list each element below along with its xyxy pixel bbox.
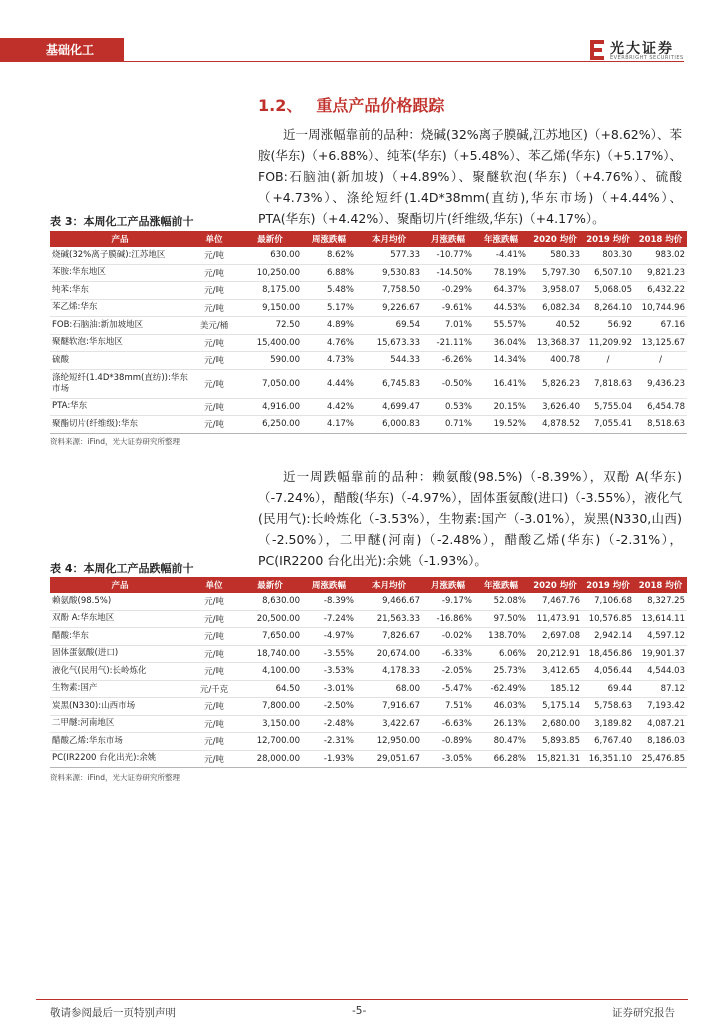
column-header: 2020 均价: [528, 577, 582, 593]
value-cell: 26.13%: [474, 715, 528, 733]
unit-cell: 元/吨: [190, 334, 238, 352]
table-row: [50, 317, 687, 335]
value-cell: 5,797.30: [528, 264, 582, 282]
product-cell: 醋酸乙烯:华东市场: [50, 733, 190, 751]
value-cell: 4,544.03: [634, 663, 687, 681]
product-cell: 固体蛋氨酸(进口): [50, 645, 190, 663]
value-cell: 6,454.78: [634, 398, 687, 416]
value-cell: 7,916.67: [356, 698, 422, 716]
table-row: [50, 628, 687, 646]
value-cell: 52.08%: [474, 593, 528, 610]
value-cell: 803.30: [582, 247, 634, 264]
logo-name: 光大证券: [610, 41, 674, 57]
value-cell: -2.48%: [302, 715, 356, 733]
value-cell: 5,826.23: [528, 369, 582, 398]
value-cell: 15,400.00: [238, 334, 302, 352]
logo-subtitle: EVERBRIGHT SECURITIES: [610, 55, 684, 61]
value-cell: 8,327.25: [634, 593, 687, 610]
value-cell: 6,082.34: [528, 299, 582, 317]
value-cell: -3.01%: [302, 680, 356, 698]
value-cell: 6,745.83: [356, 369, 422, 398]
value-cell: 5.48%: [302, 282, 356, 300]
column-header: 单位: [190, 231, 238, 247]
value-cell: 6.88%: [302, 264, 356, 282]
value-cell: 10,576.85: [582, 610, 634, 628]
value-cell: -8.39%: [302, 593, 356, 610]
column-header: 本月均价: [356, 577, 422, 593]
value-cell: 4,699.47: [356, 398, 422, 416]
value-cell: 18,456.86: [582, 645, 634, 663]
value-cell: 68.00: [356, 680, 422, 698]
column-header: 周涨跌幅: [302, 577, 356, 593]
footer-report-type: 证券研究报告: [612, 1007, 675, 1019]
section-heading: [258, 93, 444, 116]
value-cell: 4.73%: [302, 352, 356, 370]
decliners-summary: 近一周跌幅靠前的品种：赖氨酸(98.5%)（-8.39%），双酚 A(华东)（-7.24%），醋酸(华东)（-4.97%），固体蛋氨酸(进口)（-3.55%），液化气(民用气):长岭炼化（-3.53%），生物素:国产（-3.01%），炭黑(N330,山西)（-2.50%），二甲醚(河南)（-2.48%），醋酸乙烯(华东)（-2.31%），PC(IR2200 台化出光):余姚（-1.93%）。: [258, 469, 682, 568]
value-cell: 14.34%: [474, 352, 528, 370]
value-cell: 590.00: [238, 352, 302, 370]
value-cell: -2.31%: [302, 733, 356, 751]
value-cell: 10,744.96: [634, 299, 687, 317]
value-cell: 8,175.00: [238, 282, 302, 300]
table-row: [50, 416, 687, 434]
product-cell: 醋酸:华东: [50, 628, 190, 646]
value-cell: 28,000.00: [238, 750, 302, 768]
product-cell: 赖氨酸(98.5%): [50, 593, 190, 610]
product-cell: 二甲醚:河南地区: [50, 715, 190, 733]
value-cell: 3,150.00: [238, 715, 302, 733]
value-cell: -2.05%: [422, 663, 474, 681]
column-header: 年涨跌幅: [474, 231, 528, 247]
column-header: 2018 均价: [634, 231, 687, 247]
value-cell: 6,000.83: [356, 416, 422, 434]
value-cell: 19.52%: [474, 416, 528, 434]
product-cell: 双酚 A:华东地区: [50, 610, 190, 628]
value-cell: 4,916.00: [238, 398, 302, 416]
table-row: [50, 282, 687, 300]
product-cell: FOB:石脑油:新加坡地区: [50, 317, 190, 335]
unit-cell: 元/吨: [190, 698, 238, 716]
value-cell: 4.17%: [302, 416, 356, 434]
value-cell: 544.33: [356, 352, 422, 370]
value-cell: 5,893.85: [528, 733, 582, 751]
table-row: [50, 733, 687, 751]
value-cell: 44.53%: [474, 299, 528, 317]
value-cell: 56.92: [582, 317, 634, 335]
table-row: [50, 663, 687, 681]
value-cell: 3,626.40: [528, 398, 582, 416]
value-cell: 7,055.41: [582, 416, 634, 434]
column-header: 2019 均价: [582, 231, 634, 247]
value-cell: 4.76%: [302, 334, 356, 352]
value-cell: -6.33%: [422, 645, 474, 663]
column-header: 产品: [50, 577, 190, 593]
value-cell: 15,673.33: [356, 334, 422, 352]
table-row: [50, 750, 687, 768]
value-cell: 3,412.65: [528, 663, 582, 681]
value-cell: 5,068.05: [582, 282, 634, 300]
value-cell: 8,186.03: [634, 733, 687, 751]
value-cell: 8,518.63: [634, 416, 687, 434]
value-cell: 8.62%: [302, 247, 356, 264]
product-cell: 生物素:国产: [50, 680, 190, 698]
table4-caption: 表 4：本周化工产品跌幅前十: [50, 562, 194, 575]
value-cell: -0.29%: [422, 282, 474, 300]
value-cell: 9,150.00: [238, 299, 302, 317]
value-cell: 3,958.07: [528, 282, 582, 300]
value-cell: 7,467.76: [528, 593, 582, 610]
value-cell: 13,368.37: [528, 334, 582, 352]
footer-divider: [36, 999, 688, 1000]
unit-cell: 元/吨: [190, 628, 238, 646]
value-cell: 16.41%: [474, 369, 528, 398]
value-cell: 0.71%: [422, 416, 474, 434]
value-cell: 21,563.33: [356, 610, 422, 628]
value-cell: 9,226.67: [356, 299, 422, 317]
unit-cell: 元/吨: [190, 299, 238, 317]
table-row: [50, 352, 687, 370]
value-cell: 3,422.67: [356, 715, 422, 733]
value-cell: 4.42%: [302, 398, 356, 416]
unit-cell: 美元/桶: [190, 317, 238, 335]
value-cell: 7,800.00: [238, 698, 302, 716]
unit-cell: 元/吨: [190, 715, 238, 733]
value-cell: 97.50%: [474, 610, 528, 628]
value-cell: 5,758.63: [582, 698, 634, 716]
table3-source: 资料来源：iFind，光大证券研究所整理: [50, 437, 180, 446]
value-cell: 7,826.67: [356, 628, 422, 646]
unit-cell: 元/吨: [190, 733, 238, 751]
value-cell: -6.26%: [422, 352, 474, 370]
value-cell: 9,466.67: [356, 593, 422, 610]
unit-cell: 元/千克: [190, 680, 238, 698]
value-cell: 78.19%: [474, 264, 528, 282]
heading-title: 重点产品价格跟踪: [316, 96, 445, 115]
table-row: [50, 369, 687, 398]
value-cell: /: [634, 352, 687, 370]
value-cell: 72.50: [238, 317, 302, 335]
value-cell: 8,264.10: [582, 299, 634, 317]
unit-cell: 元/吨: [190, 398, 238, 416]
unit-cell: 元/吨: [190, 663, 238, 681]
value-cell: 13,614.11: [634, 610, 687, 628]
value-cell: 6,250.00: [238, 416, 302, 434]
table-header-row: [50, 577, 687, 593]
unit-cell: 元/吨: [190, 282, 238, 300]
value-cell: 4,597.12: [634, 628, 687, 646]
value-cell: 4,056.44: [582, 663, 634, 681]
product-cell: 炭黑(N330):山西市场: [50, 698, 190, 716]
product-cell: 涤纶短纤(1.4D*38mm(直纺)):华东市场: [50, 369, 190, 398]
value-cell: 9,821.23: [634, 264, 687, 282]
column-header: 本月均价: [356, 231, 422, 247]
value-cell: 6.06%: [474, 645, 528, 663]
value-cell: -3.53%: [302, 663, 356, 681]
value-cell: 29,051.67: [356, 750, 422, 768]
value-cell: 3,189.82: [582, 715, 634, 733]
value-cell: 9,530.83: [356, 264, 422, 282]
value-cell: -2.50%: [302, 698, 356, 716]
value-cell: 25.73%: [474, 663, 528, 681]
value-cell: 69.44: [582, 680, 634, 698]
unit-cell: 元/吨: [190, 645, 238, 663]
table-row: [50, 264, 687, 282]
value-cell: 25,476.85: [634, 750, 687, 768]
value-cell: 4,100.00: [238, 663, 302, 681]
value-cell: 11,473.91: [528, 610, 582, 628]
table-header-row: [50, 231, 687, 247]
value-cell: 4.44%: [302, 369, 356, 398]
value-cell: -0.89%: [422, 733, 474, 751]
value-cell: 80.47%: [474, 733, 528, 751]
unit-cell: 元/吨: [190, 369, 238, 398]
value-cell: 5,175.14: [528, 698, 582, 716]
value-cell: 580.33: [528, 247, 582, 264]
value-cell: 64.50: [238, 680, 302, 698]
column-header: 单位: [190, 577, 238, 593]
value-cell: 5.17%: [302, 299, 356, 317]
value-cell: 20,674.00: [356, 645, 422, 663]
value-cell: /: [582, 352, 634, 370]
table4-source: 资料来源：iFind，光大证券研究所整理: [50, 773, 180, 782]
value-cell: 7,050.00: [238, 369, 302, 398]
value-cell: 69.54: [356, 317, 422, 335]
column-header: 月涨跌幅: [422, 231, 474, 247]
value-cell: 2,680.00: [528, 715, 582, 733]
value-cell: -0.02%: [422, 628, 474, 646]
value-cell: -3.05%: [422, 750, 474, 768]
value-cell: -10.77%: [422, 247, 474, 264]
unit-cell: 元/吨: [190, 750, 238, 768]
value-cell: 6,507.10: [582, 264, 634, 282]
table-row: [50, 334, 687, 352]
column-header: 周涨跌幅: [302, 231, 356, 247]
value-cell: 11,209.92: [582, 334, 634, 352]
decliners-table: [50, 577, 687, 768]
value-cell: -14.50%: [422, 264, 474, 282]
value-cell: 87.12: [634, 680, 687, 698]
value-cell: 7.51%: [422, 698, 474, 716]
value-cell: -62.49%: [474, 680, 528, 698]
value-cell: 577.33: [356, 247, 422, 264]
value-cell: -7.24%: [302, 610, 356, 628]
value-cell: 0.53%: [422, 398, 474, 416]
value-cell: 8,630.00: [238, 593, 302, 610]
table-row: [50, 698, 687, 716]
product-cell: PTA:华东: [50, 398, 190, 416]
value-cell: 55.57%: [474, 317, 528, 335]
value-cell: 6,767.40: [582, 733, 634, 751]
product-cell: PC(IR2200 台化出光):余姚: [50, 750, 190, 768]
unit-cell: 元/吨: [190, 593, 238, 610]
table-row: [50, 593, 687, 610]
table-row: [50, 610, 687, 628]
value-cell: -6.63%: [422, 715, 474, 733]
product-cell: 聚醚软泡:华东地区: [50, 334, 190, 352]
table-row: [50, 299, 687, 317]
value-cell: -1.93%: [302, 750, 356, 768]
value-cell: -3.55%: [302, 645, 356, 663]
value-cell: 5,755.04: [582, 398, 634, 416]
product-cell: 硫酸: [50, 352, 190, 370]
value-cell: 9,436.23: [634, 369, 687, 398]
value-cell: 40.52: [528, 317, 582, 335]
value-cell: 36.04%: [474, 334, 528, 352]
value-cell: 630.00: [238, 247, 302, 264]
value-cell: 18,740.00: [238, 645, 302, 663]
column-header: 2019 均价: [582, 577, 634, 593]
value-cell: 2,697.08: [528, 628, 582, 646]
unit-cell: 元/吨: [190, 352, 238, 370]
product-cell: 苯胺:华东地区: [50, 264, 190, 282]
value-cell: 12,700.00: [238, 733, 302, 751]
value-cell: 10,250.00: [238, 264, 302, 282]
value-cell: 7,818.63: [582, 369, 634, 398]
unit-cell: 元/吨: [190, 264, 238, 282]
product-cell: 烧碱(32%离子膜碱):江苏地区: [50, 247, 190, 264]
value-cell: 4.89%: [302, 317, 356, 335]
heading-number: 1.2、: [258, 96, 303, 115]
product-cell: 苯乙烯:华东: [50, 299, 190, 317]
value-cell: 46.03%: [474, 698, 528, 716]
value-cell: -16.86%: [422, 610, 474, 628]
column-header: 2020 均价: [528, 231, 582, 247]
value-cell: 20.15%: [474, 398, 528, 416]
value-cell: 13,125.67: [634, 334, 687, 352]
value-cell: -9.17%: [422, 593, 474, 610]
value-cell: 7,758.50: [356, 282, 422, 300]
unit-cell: 元/吨: [190, 416, 238, 434]
column-header: 产品: [50, 231, 190, 247]
value-cell: -5.47%: [422, 680, 474, 698]
value-cell: 12,950.00: [356, 733, 422, 751]
value-cell: 15,821.31: [528, 750, 582, 768]
value-cell: -4.97%: [302, 628, 356, 646]
value-cell: 7,106.68: [582, 593, 634, 610]
value-cell: 20,212.91: [528, 645, 582, 663]
value-cell: 2,942.14: [582, 628, 634, 646]
value-cell: 19,901.37: [634, 645, 687, 663]
value-cell: 64.37%: [474, 282, 528, 300]
value-cell: 6,432.22: [634, 282, 687, 300]
value-cell: -0.50%: [422, 369, 474, 398]
gainers-table: [50, 231, 687, 434]
table-row: [50, 715, 687, 733]
value-cell: 4,087.21: [634, 715, 687, 733]
unit-cell: 元/吨: [190, 247, 238, 264]
value-cell: 7.01%: [422, 317, 474, 335]
table3-caption: 表 3：本周化工产品涨幅前十: [50, 215, 194, 228]
value-cell: 66.28%: [474, 750, 528, 768]
everbright-logo-icon: [588, 38, 606, 62]
value-cell: 4,178.33: [356, 663, 422, 681]
gainers-summary: 近一周涨幅靠前的品种：烧碱(32%离子膜碱,江苏地区)（+8.62%）、苯胺(华东)（+6.88%）、纯苯(华东)（+5.48%）、苯乙烯(华东)（+5.17%）、FOB:石脑油(新加坡)（+4.89%）、聚醚软泡(华东)（+4.76%）、硫酸（+4.73%）、涤纶短纤(1.4D*38mm(直纺),华东市场)（+4.44%）、PTA(华东)（+4.42%）、聚酯切片(纤维级,华东)（+4.17%）。: [258, 127, 682, 226]
table-row: [50, 680, 687, 698]
column-header: 月涨跌幅: [422, 577, 474, 593]
broker-logo: [588, 38, 688, 62]
value-cell: 983.02: [634, 247, 687, 264]
product-cell: 液化气(民用气):长岭炼化: [50, 663, 190, 681]
value-cell: -9.61%: [422, 299, 474, 317]
table-row: [50, 645, 687, 663]
value-cell: 16,351.10: [582, 750, 634, 768]
value-cell: -4.41%: [474, 247, 528, 264]
value-cell: 400.78: [528, 352, 582, 370]
value-cell: 7,193.42: [634, 698, 687, 716]
value-cell: -21.11%: [422, 334, 474, 352]
unit-cell: 元/吨: [190, 610, 238, 628]
table-row: [50, 247, 687, 264]
value-cell: 7,650.00: [238, 628, 302, 646]
column-header: 年涨跌幅: [474, 577, 528, 593]
table-row: [50, 398, 687, 416]
footer-disclaimer: 敬请参阅最后一页特别声明: [50, 1007, 176, 1019]
column-header: 2018 均价: [634, 577, 687, 593]
value-cell: 67.16: [634, 317, 687, 335]
section-tag: 基础化工: [0, 38, 124, 62]
column-header: 最新价: [238, 577, 302, 593]
product-cell: 纯苯:华东: [50, 282, 190, 300]
value-cell: 138.70%: [474, 628, 528, 646]
column-header: 最新价: [238, 231, 302, 247]
value-cell: 20,500.00: [238, 610, 302, 628]
page-number: -5-: [352, 1005, 367, 1017]
value-cell: 4,878.52: [528, 416, 582, 434]
product-cell: 聚酯切片(纤维级):华东: [50, 416, 190, 434]
value-cell: 185.12: [528, 680, 582, 698]
